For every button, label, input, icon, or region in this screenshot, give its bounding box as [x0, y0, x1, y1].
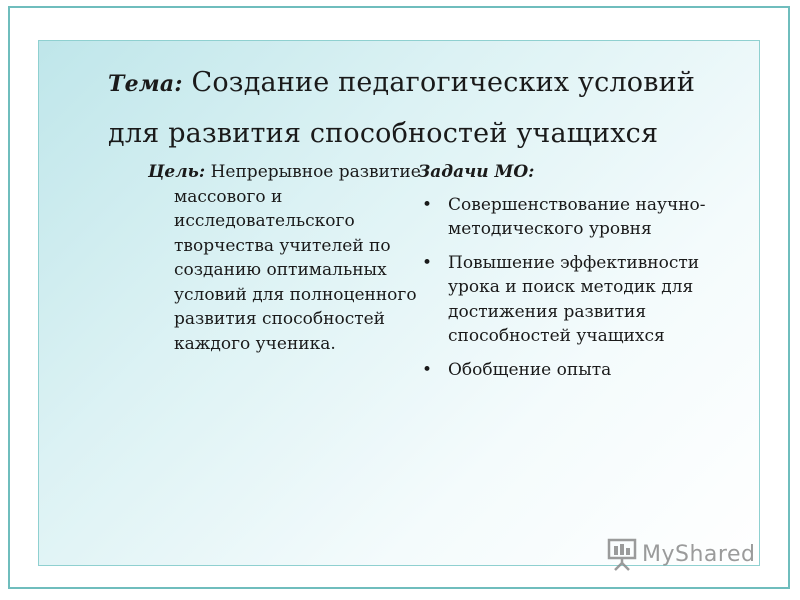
- title-text: Создание педагогических условий для развития способностей учащихся: [108, 67, 696, 149]
- list-item: [418, 251, 718, 349]
- watermark: [606, 536, 755, 572]
- bullet-icon: •: [422, 359, 433, 380]
- title-label: Тема:: [108, 71, 183, 97]
- goal-label: Цель:: [148, 162, 206, 182]
- list-item: [418, 358, 718, 383]
- task-text: Повышение эффективности урока и поиск методик для достижения развития способностей учащихся: [448, 252, 700, 346]
- goal-block: [148, 160, 424, 356]
- task-text: Обобщение опыта: [448, 359, 612, 380]
- bullet-icon: •: [422, 194, 433, 215]
- slide-title: [108, 58, 748, 158]
- bullet-icon: •: [422, 252, 433, 273]
- tasks-heading: Задачи МО:: [418, 162, 535, 182]
- goal-text: Непрерывное развитие массового и исследовательского творчества учителей по созданию оптимальных условий для полноценного развития способностей каждого ученика.: [174, 162, 421, 354]
- list-item: [418, 193, 718, 242]
- presentation-board-icon: [606, 537, 638, 571]
- task-text: Совершенствование научно-методического уровня: [448, 194, 706, 239]
- tasks-block: [418, 160, 718, 391]
- watermark-text: MyShared: [642, 541, 756, 567]
- tasks-list: [418, 193, 718, 383]
